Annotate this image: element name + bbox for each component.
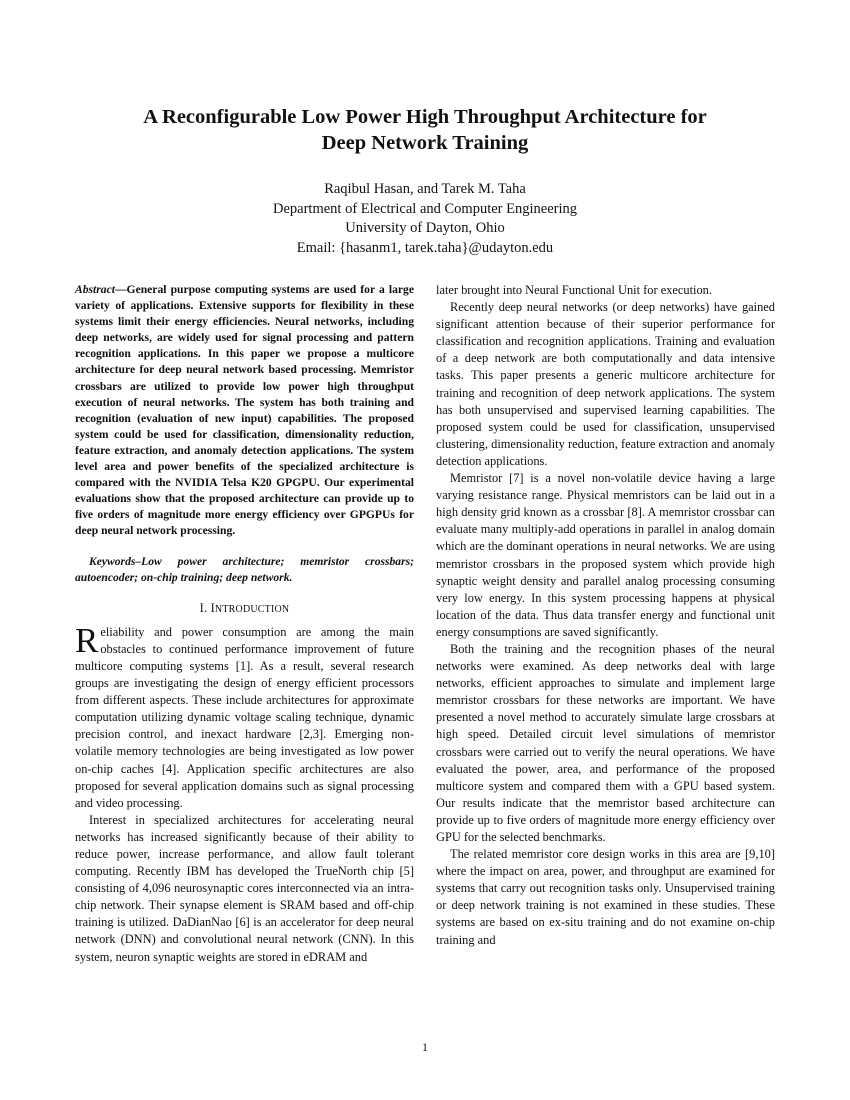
intro-paragraph-2-continued: later brought into Neural Functional Unit for execution. [436, 283, 712, 297]
intro-paragraph-3: Recently deep neural networks (or deep networks) have gained significant attention because of their superior performance for classification and recognition applications. Training and evaluation of a deep network are both computationally and data intensive tasks. This paper presents a generic multicore architecture for training and recognition of deep network applications. The system has both unsupervised and supervised learning capabilities. The proposed system could be used for classification, unsupervised clustering, dimensionality reduction, feature extraction and anomaly detection applications. [436, 300, 775, 468]
author-email: Email: {hasanm1, tarek.taha}@udayton.edu [296, 239, 554, 256]
page-number: 1 [422, 1040, 428, 1054]
keywords: Keywords–Low power architecture; memristor crossbars; autoencoder; on-chip training; deep network. [75, 554, 414, 584]
abstract-text: —General purpose computing systems are used for a large variety of applications. Extensive supports for flexibility in these systems limit their energy efficiencies. Neural networks, including deep networks, are widely used for signal processing and pattern recognition applications. In this paper we propose a multicore architecture for deep neural network based processing. Memristor crossbars are utilized to provide low power high throughput execution of neural networks. The system has both training and recognition (evaluation of new input) capabilities. The proposed system could be used for classification, dimensionality reduction, feature extraction, and anomaly detection applications. The system level area and power benefits of the specialized architecture is compared with the NVIDIA Telsa K20 GPGPU. Our experimental evaluations show that the proposed architecture can provide up to five orders of magnitude more energy efficiency over GPGPUs for deep neural network processing. [75, 283, 414, 538]
intro-paragraph-1-text: eliability and power consumption are among the main obstacles to continued performance improvement of future multicore computing systems [1]. As a result, several research groups are investigating the design of energy efficient processors from different aspects. These include architectures for approximate computation utilizing dynamic voltage scaling technique, dynamic precision control, and inexact hardware [2,3]. Emerging non-volatile memory technologies are being investigated as low power on-chip caches [4]. Application specific architectures are also proposed for several application domains such as signal processing and video processing. [75, 624, 414, 810]
author-block [60, 180, 790, 258]
author-names: Raqibul Hasan, and Tarek M. Taha [324, 181, 526, 197]
intro-paragraph-5: Both the training and the recognition phases of the neural networks were examined. As deep networks deal with large networks, efficient approaches to simulate and implement large memristor crossbars for these networks are important. We have presented a novel method to accurately simulate large crossbars at high speed. Detailed circuit level simulations of memristor crossbars were carried out to verify the neural operations. We have evaluated the power, area, and performance of the proposed multicore system and compared them with a GPU based system. Our results indicate that the memristor based architecture can provide up to five orders of magnitude more energy efficiency over GPU for the selected benchmarks. [436, 641, 775, 844]
paper-title [60, 104, 790, 156]
right-column [436, 282, 775, 949]
intro-paragraph-1 [75, 620, 414, 812]
title-line-2: Deep Network Training [321, 132, 529, 154]
author-university: University of Dayton, Ohio [345, 220, 505, 236]
section-title-rest: NTRODUCTION [214, 603, 290, 615]
section-heading-introduction [75, 600, 414, 618]
section-numeral: I. [199, 600, 208, 615]
intro-paragraph-2: Interest in specialized architectures for accelerating neural networks has increased significantly because of their ability to reduce power, increase performance, and allow fault tolerant computing. Recently IBM has developed the TrueNorth chip [5] consisting of 4,096 neurosynaptic cores interconnected via an intra-chip network. Their synapse element is SRAM based and off-chip training is utilized. DaDianNao [6] is an accelerator for deep neural network (DNN) and convolutional neural network (CNN). In this system, neuron synaptic weights are stored in eDRAM and [75, 812, 414, 964]
title-line-1: A Reconfigurable Low Power High Throughput Architecture for [143, 106, 707, 128]
drop-cap: R [75, 620, 99, 660]
intro-paragraph-6: The related memristor core design works in this area are [9,10] where the impact on area, power, and throughput are examined for systems that carry out recognition tasks only. Unsupervised training or deep network training is not examined in these studies. These systems are based on ex-situ training and do not examine on-chip training and [436, 847, 775, 947]
abstract-lead: Abstract [75, 283, 115, 296]
intro-paragraph-4: Memristor [7] is a novel non-volatile device having a large varying resistance range. Physical memristors can be laid out in a high density grid known as a crossbar [8]. A memristor crossbar can evaluate many multiply-add operations in parallel in analog domain which are the dominant operations in neural networks. We are using memristor crossbars in the proposed system which provide high synaptic weight density and parallel analog processing consuming very low energy. In this system processing happens at physical location of the data. Thus data transfer energy and functional unit energy consumptions are saved significantly. [436, 471, 775, 639]
left-column [75, 282, 414, 966]
author-department: Department of Electrical and Computer Engineering [273, 200, 577, 217]
section-title-initial: I [210, 600, 215, 615]
abstract [75, 282, 414, 540]
